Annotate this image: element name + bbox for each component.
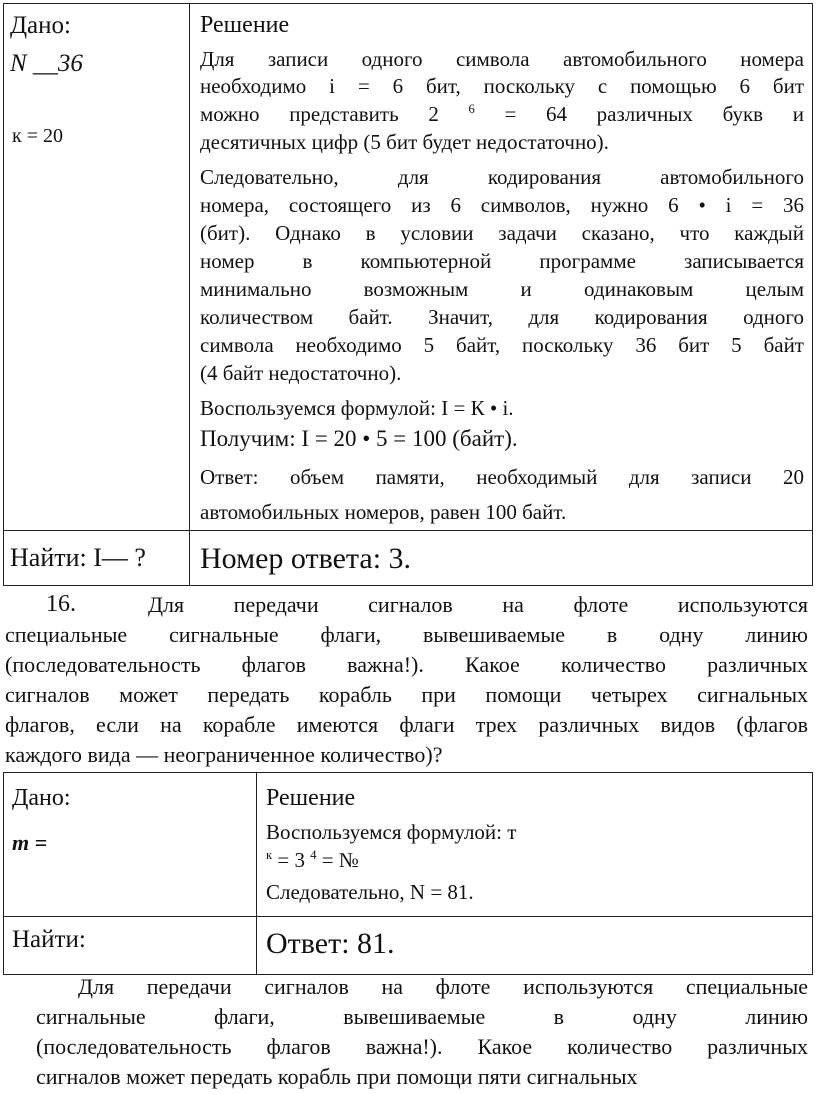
table-1-row-divider <box>3 530 813 531</box>
formula-result: = № <box>316 848 359 872</box>
solution-line: минимально возможным и одинаковым целым <box>200 277 804 301</box>
given-label: Дано: <box>10 12 71 39</box>
problem-line: сигнальные флаги, вывешиваемые в одну линию <box>36 1004 808 1029</box>
problem-line: Для передачи сигналов на флоте используются специальные <box>78 974 808 999</box>
solution-line: Следовательно, для кодирования автомобильного <box>200 165 804 189</box>
formula-base: = 3 <box>272 848 311 872</box>
answer-line: Ответ: объем памяти, необходимый для записи 20 <box>200 465 804 489</box>
formula-exponent: 4 <box>310 848 317 862</box>
conclusion-line: Следовательно, N = 81. <box>266 880 474 904</box>
answer-line: автомобильных номеров, равен 100 байт. <box>200 500 567 524</box>
table-1-column-divider <box>189 3 190 586</box>
given-k: к = 20 <box>12 125 63 147</box>
given-m: m = <box>12 830 48 855</box>
formula-line: Воспользуемся формулой: т <box>266 820 517 844</box>
problem-line: флагов, если на корабле имеются флаги трех различных видов (флагов <box>5 712 808 737</box>
result-line: Получим: I = 20 • 5 = 100 (байт). <box>200 426 518 451</box>
problem-line: сигналов может передать корабль при помощи пяти сигнальных <box>36 1064 638 1089</box>
solution-line: номер в компьютерной программе записывается <box>200 249 804 273</box>
solution-line: Для записи одного символа автомобильного номера <box>200 47 804 71</box>
solution-header: Решение <box>200 12 290 38</box>
problem-number: 16. <box>46 591 76 617</box>
given-label: Дано: <box>12 785 71 811</box>
table-2-row-divider <box>3 916 813 917</box>
problem-line: (последовательность флагов важна!). Какое количество различных <box>5 652 808 677</box>
problem-line: каждого вида — неограниченное количество)? <box>5 742 443 767</box>
solution-line: номера, состоящего из 6 символов, нужно 6 • i = 36 <box>200 193 804 217</box>
answer-number: Номер ответа: 3. <box>200 542 412 575</box>
find-label: Найти: <box>12 926 86 953</box>
problem-line: сигналов может передать корабль при помощи четырех сигнальных <box>5 682 808 707</box>
problem-line: (последовательность флагов важна!). Какое количество различных <box>36 1034 808 1059</box>
formula-line: Воспользуемся формулой: I = К • i. <box>200 396 514 420</box>
solution-line: (4 байт недостаточно). <box>200 361 402 385</box>
formula-line-2 <box>266 848 359 873</box>
problem-line: Для передачи сигналов на флоте используются <box>148 592 808 617</box>
answer: Ответ: 81. <box>266 927 395 960</box>
given-n: N __36 <box>10 50 83 77</box>
solution-line-power: можно представить 2 $^6$ = 64 различных букв и <box>200 102 805 126</box>
problem-line: специальные сигнальные флаги, вывешиваемые в одну линию <box>5 622 808 647</box>
solution-line: (бит). Однако в условии задачи сказано, что каждый <box>200 221 804 245</box>
solution-line-text: необходимо i = 6 бит, поскольку с помощью 6 бит <box>200 74 804 98</box>
table-2-column-divider <box>256 772 257 975</box>
solution-line <box>200 74 804 99</box>
solution-line: десятичных цифр (5 бит будет недостаточно). <box>200 130 609 154</box>
table-2 <box>3 772 813 975</box>
solution-header: Решение <box>266 785 356 811</box>
solution-line: символа необходимо 5 байт, поскольку 36 бит 5 байт <box>200 333 804 357</box>
formula-k: к <box>266 848 273 862</box>
find-label: Найти: I— ? <box>10 543 146 572</box>
solution-line: количеством байт. Значит, для кодирования одного <box>200 305 804 329</box>
